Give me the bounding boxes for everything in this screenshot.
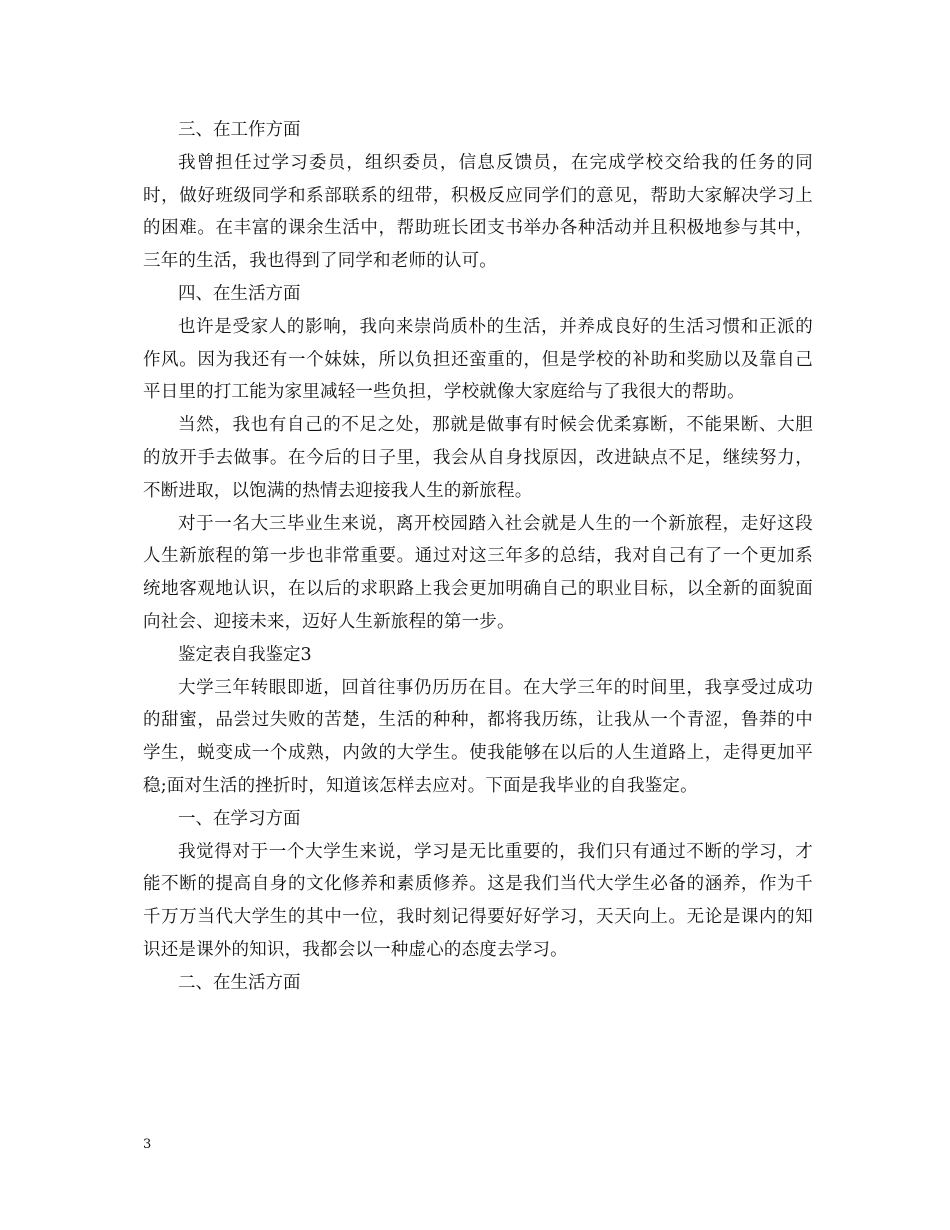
section-heading-life-2: 二、在生活方面: [178, 972, 301, 993]
paragraph-study: 我觉得对于一个大学生来说，学习是无比重要的，我们只有通过不断的学习，才能不断的提高自身的文化修养和素质修养。这是我们当代大学生必备的涵养，作为千千万万当代大学生的其中一位，我时刻记得要好好学习，天天向上。无论是课内的知识还是课外的知识，我都会以一种虚心的态度去学习。: [143, 841, 813, 960]
paragraph-intro: 大学三年转眼即逝，回首往事仍历历在目。在大学三年的时间里，我享受过成功的甜蜜，品尝过失败的苦楚，生活的种种，都将我历练，让我从一个青涩，鲁莽的中学生，蜕变成一个成熟，内敛的大学生。使我能够在以后的人生道路上，走得更加平稳;面对生活的挫折时，知道该怎样去应对。下面是我毕业的自我鉴定。: [143, 677, 813, 796]
document-body: [143, 114, 813, 1000]
section-heading-life: 四、在生活方面: [178, 283, 301, 304]
paragraph-summary: 对于一名大三毕业生来说，离开校园踏入社会就是人生的一个新旅程，走好这段人生新旅程的第一步也非常重要。通过对这三年多的总结，我对自己有了一个更加系统地客观地认识，在以后的求职路上我会更加明确自己的职业目标，以全新的面貌面向社会、迎接未来，迈好人生新旅程的第一步。: [143, 513, 813, 632]
section-heading-work: 三、在工作方面: [178, 120, 301, 140]
section-heading-study: 一、在学习方面: [178, 808, 301, 829]
paragraph-shortcomings: 当然，我也有自己的不足之处，那就是做事有时候会优柔寡断，不能果断、大胆的放开手去做事。在今后的日子里，我会从自身找原因，改进缺点不足，继续努力，不断进取，以饱满的热情去迎接我人生的新旅程。: [143, 415, 813, 501]
page-number: 3: [143, 1137, 152, 1152]
paragraph-work: 我曾担任过学习委员，组织委员，信息反馈员，在完成学校交给我的任务的同时，做好班级同学和系部联系的纽带，积极反应同学们的意见，帮助大家解决学习上的困难。在丰富的课余生活中，帮助班长团支书举办各种活动并且积极地参与其中，三年的生活，我也得到了同学和老师的认可。: [143, 152, 813, 272]
section-title-appraisal-3: 鉴定表自我鉴定3: [178, 644, 312, 665]
paragraph-life-family: 也许是受家人的影响，我向来崇尚质朴的生活，并养成良好的生活习惯和正派的作风。因为我还有一个妹妹，所以负担还蛮重的，但是学校的补助和奖励以及靠自己平日里的打工能为家里减轻一些负担，学校就像大家庭给与了我很大的帮助。: [143, 316, 813, 403]
